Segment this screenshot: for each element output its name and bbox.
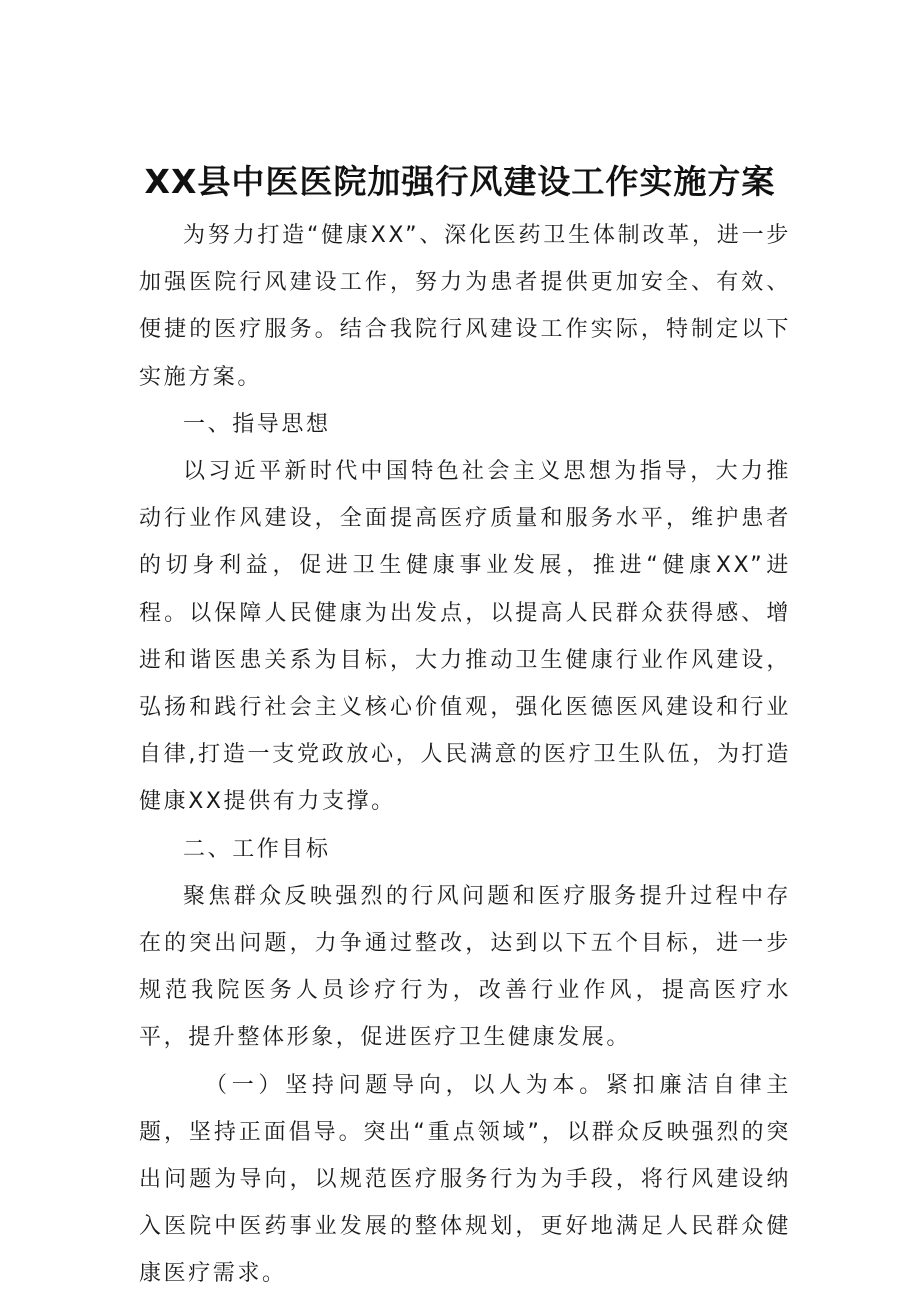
paragraph-goal-one: （一）坚持问题导向，以人为本。紧扣廉洁自律主题，坚持正面倡导。突出“重点领域”，以群众反映强烈的突出问题为导向，以规范医疗服务行为为手段，将行风建设纳入医院中医药事业发展的整体规划，更好地满足人民群众健康医疗需求。 [139, 1072, 791, 1287]
document-title: XX县中医医院加强行风建设工作实施方案 [144, 162, 776, 202]
section-heading-work-goals: 二、工作目标 [183, 836, 331, 862]
paragraph-intro: 为努力打造“健康XX”、深化医药卫生体制改革，进一步加强医院行风建设工作，努力为患者提供更加安全、有效、便捷的医疗服务。结合我院行风建设工作实际，特制定以下实施方案。 [139, 223, 791, 390]
document-body [139, 212, 791, 1298]
paragraph-guiding-ideology: 以习近平新时代中国特色社会主义思想为指导，大力推动行业作风建设，全面提高医疗质量和服务水平，维护患者的切身利益，促进卫生健康事业发展，推进“健康XX”进程。以保障人民健康为出发点，以提高人民群众获得感、增进和谐医患关系为目标，大力推动卫生健康行业作风建设，弘扬和践行社会主义核心价值观，强化医德医风建设和行业自律,打造一支党政放心，人民满意的医疗卫生队伍，为打造健康XX提供有力支撑。 [139, 459, 791, 815]
paragraph-work-goals: 聚焦群众反映强烈的行风问题和医疗服务提升过程中存在的突出问题，力争通过整改，达到以下五个目标，进一步规范我院医务人员诊疗行为，改善行业作风，提高医疗水平，提升整体形象，促进医疗卫生健康发展。 [139, 883, 791, 1051]
section-heading-guiding-ideology: 一、指导思想 [183, 411, 331, 437]
